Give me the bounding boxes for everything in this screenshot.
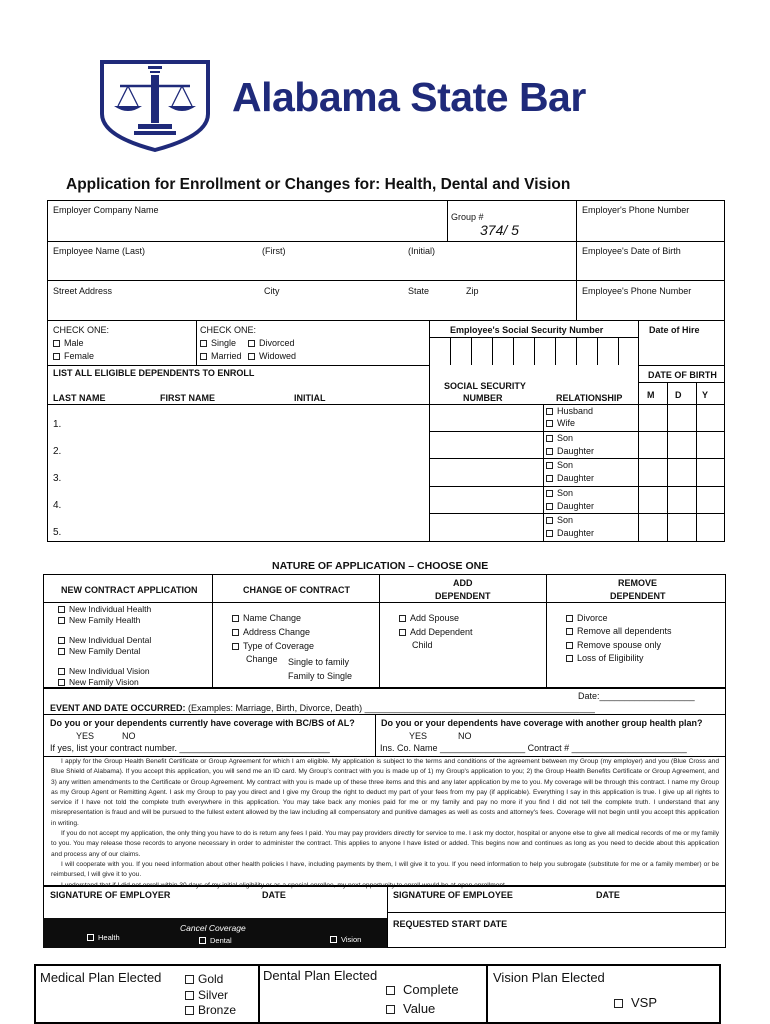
option-family-to-single[interactable]: Family to Single [288,671,353,681]
dependents-col-month: M [647,390,655,400]
checkbox-icon [53,340,60,347]
employer-phone-label: Employer's Phone Number [582,205,690,215]
nature-col-change: CHANGE OF CONTRACT [243,585,350,595]
add-dependent-sub-label: Child [412,640,433,650]
dental-plan-complete[interactable]: Complete [386,982,459,997]
relationship-option-son[interactable]: Son [546,460,573,470]
checkbox-icon [386,1005,395,1014]
checkbox-icon [200,353,207,360]
relationship-option-son[interactable]: Son [546,515,573,525]
dependent-row-number: 1. [53,419,62,430]
requested-start-date-label: REQUESTED START DATE [393,919,508,929]
change-sub-label: Change [246,654,278,664]
checkbox-icon [87,934,94,941]
legal-paragraph: If you do not accept my application, the only thing you have to do is return any fees I paid. You may pay providers directly for service to me. I ask my doctor, hospital or anyone else to give all medical records of me or my family to you. You may release those records to anyone necessary in order to administer the contract. This applies to anyone I have listed or added. This begins now and continues as long as you need to decide about this application and process any of our claims. [51,830,719,858]
relationship-option-daughter[interactable]: Daughter [546,446,594,456]
bcbs-yes-option[interactable]: YES [76,731,95,741]
relationship-option-son[interactable]: Son [546,488,573,498]
dental-plan-value[interactable]: Value [386,1001,435,1016]
employee-dob-label: Employee's Date of Birth [582,246,681,256]
cancel-dental-option[interactable]: Dental [199,936,232,945]
relationship-option-daughter[interactable]: Daughter [546,501,594,511]
dependent-row-number: 2. [53,446,62,457]
employer-company-label: Employer Company Name [53,205,159,215]
dependents-col-relationship: RELATIONSHIP [556,393,623,403]
checkbox-icon [546,530,553,537]
event-date-field[interactable]: Date:___________________ [578,691,695,701]
other-coverage-question: Do you or your dependents have coverage with another group health plan? [381,718,703,728]
dependent-row-number: 4. [53,500,62,511]
checkbox-icon [399,615,406,622]
option-remove-all-dependents[interactable]: Remove all dependents [566,626,672,636]
street-address-label: Street Address [53,286,113,296]
dependents-col-ssn-1: SOCIAL SECURITY [444,381,526,391]
zip-label: Zip [466,286,479,296]
dependents-col-ssn-2: NUMBER [463,393,503,403]
checkbox-icon [248,340,255,347]
legal-paragraph: I apply for the Group Health Benefit Certificate or Group Agreement for which I am eligible. My application is subject to the terms and conditions of the agreement between my Group (my employer) and you (Blue Cross and Blue Shield of Alabama). If you accept this application, you will send me an ID card. My Group's contract with you is made up of 1) my Group's application to you; 2) the Group Health Benefits Certificate or Group Agreement, and 3) any written amendments to the Certificate or Group Agreement. My contract with you is made up of these three items and this and any later application by me to you. My coverage will be through this contract. I name my Group as my Group Agent or Remitting Agent. I ask my Group to pay you direct and I give my Group the right to deduct my part of your fees from my pay (if applicable). Everything I say in this application is true. I give up all rights to service if I have not told the complete truth everywhere in this application. You may take back any monies paid for me or my family and pay no more if you find I did not tell the complete truth. I understand that any misrepresentation is fraud and will be pursued to the fullest extent allowed by the law including all compensatory and punitive damages as well as costs and attorney's fees. Coverage will not begin until you accept this application in writing. [51,758,719,827]
checkbox-icon [546,462,553,469]
checkbox-icon [546,408,553,415]
checkbox-icon [546,420,553,427]
ssn-label: Employee's Social Security Number [450,325,604,335]
state-label: State [408,286,430,296]
option-new-family-vision[interactable]: New Family Vision [58,677,139,687]
checkbox-icon [58,637,65,644]
marital-option-widowed[interactable]: Widowed [248,351,296,361]
city-label: City [264,286,280,296]
checkbox-icon [232,615,239,622]
relationship-option-daughter[interactable]: Daughter [546,473,594,483]
nature-col-add-2: DEPENDENT [435,591,491,601]
bar-seal-logo [98,56,212,152]
checkbox-icon [199,937,206,944]
dependents-col-dob: DATE OF BIRTH [648,370,717,380]
employee-last-name-label: Employee Name (Last) [53,246,146,256]
marital-option-married[interactable]: Married [200,351,242,361]
dental-plan-label: Dental Plan Elected [263,968,378,983]
employee-date-label: DATE [596,890,620,900]
dependents-title: LIST ALL ELIGIBLE DEPENDENTS TO ENROLL [53,368,255,378]
dependents-col-initial: INITIAL [294,393,326,403]
option-remove-spouse-only[interactable]: Remove spouse only [566,640,661,650]
checkbox-icon [185,975,194,984]
checkbox-icon [185,991,194,1000]
employer-signature-label: SIGNATURE OF EMPLOYER [50,890,171,900]
bcbs-no-option[interactable]: NO [122,731,136,741]
bcbs-coverage-question: Do you or your dependents currently have coverage with BC/BS of AL? [50,718,355,728]
checkbox-icon [330,936,337,943]
checkbox-icon [58,668,65,675]
option-type-of-coverage[interactable]: Type of Coverage [232,641,314,651]
checkbox-icon [546,435,553,442]
checkbox-icon [185,1006,194,1015]
dependents-col-day: D [675,390,682,400]
checkbox-icon [200,340,207,347]
checkbox-icon [58,648,65,655]
employer-date-label: DATE [262,890,286,900]
checkbox-icon [232,643,239,650]
marital-option-divorced[interactable]: Divorced [248,338,295,348]
checkbox-icon [566,642,573,649]
marital-option-single[interactable]: Single [200,338,236,348]
medical-plan-gold[interactable]: Gold [185,972,223,986]
option-new-family-health[interactable]: New Family Health [58,615,140,625]
option-new-family-dental[interactable]: New Family Dental [58,646,140,656]
checkbox-icon [566,615,573,622]
other-insurance-field[interactable]: Ins. Co. Name _________________ Contract # _______________________ [380,743,687,753]
checkbox-icon [53,353,60,360]
employee-phone-label: Employee's Phone Number [582,286,692,296]
checkbox-icon [399,629,406,636]
medical-plan-label: Medical Plan Elected [40,970,162,985]
option-add-spouse[interactable]: Add Spouse [399,613,459,623]
checkbox-icon [58,606,65,613]
nature-col-remove-1: REMOVE [618,578,658,588]
cancel-coverage-title: Cancel Coverage [180,923,246,933]
vision-plan-label: Vision Plan Elected [493,970,605,985]
gender-check-label: CHECK ONE: [53,325,110,335]
legal-paragraph: I understand that if I did not enroll within 30 days of my initial eligibility or as a special enrollee, my next opportunity to enroll would be at open enrollment. [61,881,507,889]
medical-plan-bronze[interactable]: Bronze [185,1003,236,1017]
checkbox-icon [58,679,65,686]
option-divorce[interactable]: Divorce [566,613,608,623]
checkbox-icon [566,628,573,635]
nature-col-remove-2: DEPENDENT [610,591,666,601]
date-of-hire-label: Date of Hire [649,325,700,335]
cancel-vision-option[interactable]: Vision [330,935,361,944]
employee-first-name-label: (First) [262,246,286,256]
option-loss-of-eligibility[interactable]: Loss of Eligibility [566,653,644,663]
form-title: Application for Enrollment or Changes for: Health, Dental and Vision [66,176,571,193]
checkbox-icon [546,475,553,482]
option-address-change[interactable]: Address Change [232,627,310,637]
group-number-label: Group # [451,212,484,222]
nature-title: NATURE OF APPLICATION – CHOOSE ONE [272,560,489,572]
checkbox-icon [546,490,553,497]
option-new-individual-dental[interactable]: New Individual Dental [58,635,151,645]
nature-col-add-1: ADD [453,578,473,588]
employee-signature-label: SIGNATURE OF EMPLOYEE [393,890,513,900]
dependent-row-number: 3. [53,473,62,484]
option-new-individual-health[interactable]: New Individual Health [58,604,151,614]
option-new-individual-vision[interactable]: New Individual Vision [58,666,150,676]
option-add-dependent[interactable]: Add Dependent [399,627,473,637]
relationship-option-wife[interactable]: Wife [546,418,575,428]
dependents-col-last: LAST NAME [53,393,106,403]
legal-terms [51,757,719,891]
option-name-change[interactable]: Name Change [232,613,301,623]
event-occurred-field[interactable]: EVENT AND DATE OCCURRED: (Examples: Marriage, Birth, Divorce, Death) ______________________________________________ [50,703,595,713]
checkbox-icon [566,655,573,662]
marital-check-label: CHECK ONE: [200,325,257,335]
gender-option-male[interactable]: Male [53,338,84,348]
group-number-value: 374/ 5 [480,222,519,238]
checkbox-icon [546,503,553,510]
cancel-coverage-bar [43,918,387,948]
other-no-option[interactable]: NO [458,731,472,741]
checkbox-icon [546,517,553,524]
checkbox-icon [546,448,553,455]
checkbox-icon [232,629,239,636]
gender-option-female[interactable]: Female [53,351,94,361]
legal-paragraph: I will cooperate with you. If you need information about other health policies I have, including payments by them, I will give it to you. If you need information to help you subrogate (substitute for me or a family member) or be reimbursed, I will give it to you. [51,860,719,879]
vision-plan-vsp[interactable]: VSP [614,995,657,1010]
checkbox-icon [614,999,623,1008]
checkbox-icon [248,353,255,360]
org-name: Alabama State Bar [232,74,586,120]
relationship-option-daughter[interactable]: Daughter [546,528,594,538]
nature-col-new: NEW CONTRACT APPLICATION [61,585,198,595]
dependents-col-first: FIRST NAME [160,393,215,403]
option-single-to-family[interactable]: Single to family [288,657,350,667]
other-yes-option[interactable]: YES [409,731,428,741]
relationship-option-husband[interactable]: Husband [546,406,593,416]
medical-plan-silver[interactable]: Silver [185,988,228,1002]
checkbox-icon [58,617,65,624]
checkbox-icon [386,986,395,995]
cancel-health-option[interactable]: Health [87,933,120,942]
relationship-option-son[interactable]: Son [546,433,573,443]
dependent-row-number: 5. [53,527,62,538]
employee-initial-label: (Initial) [408,246,436,256]
dependents-col-year: Y [702,390,709,400]
bcbs-contract-number-field[interactable]: If yes, list your contract number. ______________________________ [50,743,330,753]
